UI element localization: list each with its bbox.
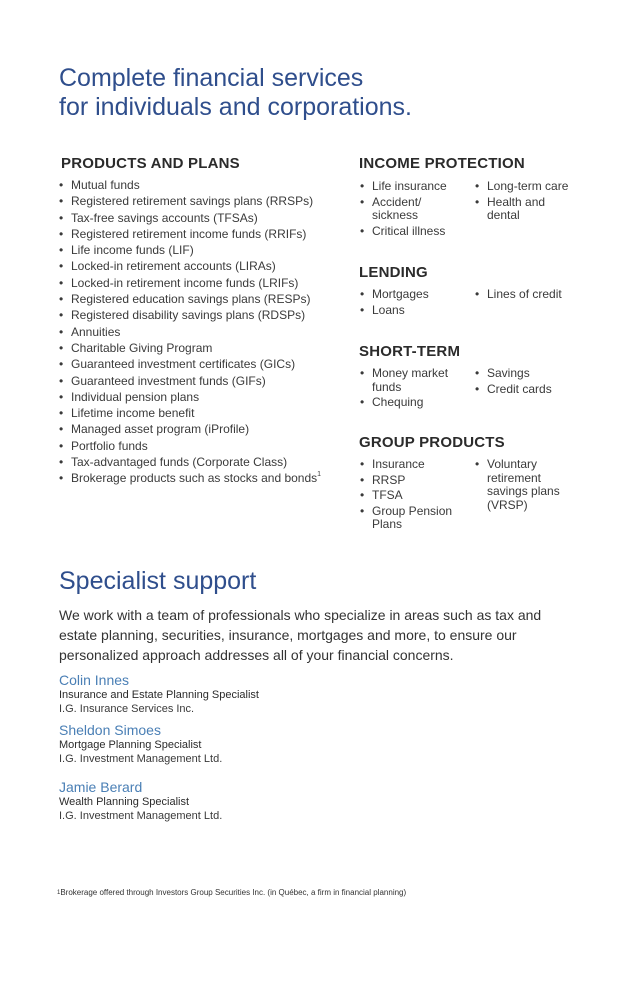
footnote-marker: 1 xyxy=(57,890,61,896)
products-list-item xyxy=(59,193,349,209)
list-item: • Loans xyxy=(360,304,460,318)
specialist-role: Mortgage Planning Specialist xyxy=(59,739,202,751)
short-term-title: SHORT-TERM xyxy=(359,343,461,360)
products-list-item xyxy=(59,210,349,226)
products-list-item xyxy=(59,177,349,193)
footnote xyxy=(57,888,477,898)
group-products-col2 xyxy=(475,458,585,514)
list-item: • TFSA xyxy=(360,489,460,503)
specialist-company: I.G. Investment Management Ltd. xyxy=(59,810,223,822)
footnote-marker: 1 xyxy=(317,471,322,479)
list-item-text: Lifetime income benefit xyxy=(71,406,195,421)
specialist-name: Colin Innes xyxy=(59,672,130,688)
list-item-text: Registered retirement income funds (RRIFs) xyxy=(71,226,307,241)
specialist-paragraph: We work with a team of professionals who specialize in areas such as tax and estate planning, securities, insurance, mortgages and more, to ensure our personalized approach addresses all of your financial concerns. xyxy=(59,607,542,663)
specialist-card xyxy=(59,672,459,716)
list-item: • Accident/ sickness xyxy=(360,196,440,223)
income-protection-col2 xyxy=(475,180,585,225)
list-item-text: Locked-in retirement income funds (LRIFs) xyxy=(71,275,299,290)
products-list-item xyxy=(59,356,349,372)
list-item-text: Charitable Giving Program xyxy=(71,340,213,355)
list-item-text: Portfolio funds xyxy=(71,438,148,453)
list-item-text: Tax-advantaged funds (Corporate Class) xyxy=(71,455,288,470)
list-item-text: Guaranteed investment funds (GIFs) xyxy=(71,373,266,388)
list-item-text: Life income funds (LIF) xyxy=(71,243,194,258)
products-list-item xyxy=(59,258,349,274)
specialist-company: I.G. Investment Management Ltd. xyxy=(59,753,223,765)
list-item-text: Annuities xyxy=(71,324,121,339)
group-products-col1 xyxy=(360,458,460,534)
list-item: • Money market funds xyxy=(360,367,462,394)
list-item: • Critical illness xyxy=(360,225,460,239)
list-item: • Life insurance xyxy=(360,180,460,194)
income-protection-col1 xyxy=(360,180,460,240)
products-list-item xyxy=(59,242,349,258)
lending-col2 xyxy=(475,288,585,304)
page-title-line-2: for individuals and corporations. xyxy=(59,93,412,121)
products-list-item xyxy=(59,324,349,340)
products-list-item xyxy=(59,373,349,389)
list-item-text: Guaranteed investment certificates (GICs) xyxy=(71,357,296,372)
list-item-text: Registered retirement savings plans (RRSPs) xyxy=(71,194,314,209)
list-item-text: Tax-free savings accounts (TFSAs) xyxy=(71,210,258,225)
list-item-text: Locked-in retirement accounts (LIRAs) xyxy=(71,259,276,274)
page-title-line-1: Complete financial services xyxy=(59,64,364,92)
list-item-text: Brokerage products such as stocks and bonds xyxy=(71,471,318,486)
products-list-item xyxy=(59,340,349,356)
short-term-col1 xyxy=(360,367,460,412)
page-title xyxy=(59,64,412,122)
products-list-item xyxy=(59,470,349,486)
products-list-item xyxy=(59,438,349,454)
products-title: PRODUCTS AND PLANS xyxy=(61,155,240,172)
lending-title: LENDING xyxy=(359,264,428,281)
products-list xyxy=(59,177,349,487)
products-list-item xyxy=(59,307,349,323)
list-item: • Long-term care xyxy=(475,180,585,194)
specialist-name: Jamie Berard xyxy=(59,779,143,795)
products-list-item xyxy=(59,405,349,421)
list-item-text: Registered disability savings plans (RDSPs) xyxy=(71,308,306,323)
products-list-item xyxy=(59,421,349,437)
products-list-item xyxy=(59,275,349,291)
specialist-card xyxy=(59,722,459,766)
products-list-item xyxy=(59,389,349,405)
products-list-item xyxy=(59,291,349,307)
list-item: • Group Pension Plans xyxy=(360,505,464,532)
list-item: • Insurance xyxy=(360,458,460,472)
list-item-text: Registered education savings plans (RESPs) xyxy=(71,292,311,307)
products-list-item xyxy=(59,454,349,470)
list-item: • Voluntary retirement savings plans (VRSP) xyxy=(475,458,569,512)
products-list-item xyxy=(59,226,349,242)
list-item-text: Managed asset program (iProfile) xyxy=(71,422,250,437)
list-item: • Credit cards xyxy=(475,383,585,397)
list-item: • Savings xyxy=(475,367,585,381)
list-item: • Mortgages xyxy=(360,288,460,302)
list-item-text: Mutual funds xyxy=(71,178,140,192)
specialist-role: Wealth Planning Specialist xyxy=(59,796,190,808)
short-term-col2 xyxy=(475,367,585,398)
list-item: • Chequing xyxy=(360,396,460,410)
list-item: • Lines of credit xyxy=(475,288,585,302)
group-products-title: GROUP PRODUCTS xyxy=(359,434,505,451)
list-item-text: Individual pension plans xyxy=(71,389,200,404)
specialist-card xyxy=(59,779,459,823)
income-protection-title: INCOME PROTECTION xyxy=(359,155,525,172)
list-item: • RRSP xyxy=(360,474,460,488)
footnote-text: Brokerage offered through Investors Group Securities Inc. (in Québec, a firm in financial planning) xyxy=(60,888,407,897)
specialist-title: Specialist support xyxy=(59,567,257,595)
specialist-company: I.G. Insurance Services Inc. xyxy=(59,703,195,715)
specialist-name: Sheldon Simoes xyxy=(59,722,161,738)
lending-col1 xyxy=(360,288,460,319)
specialist-role: Insurance and Estate Planning Specialist xyxy=(59,689,259,701)
list-item: • Health and dental xyxy=(475,196,557,223)
